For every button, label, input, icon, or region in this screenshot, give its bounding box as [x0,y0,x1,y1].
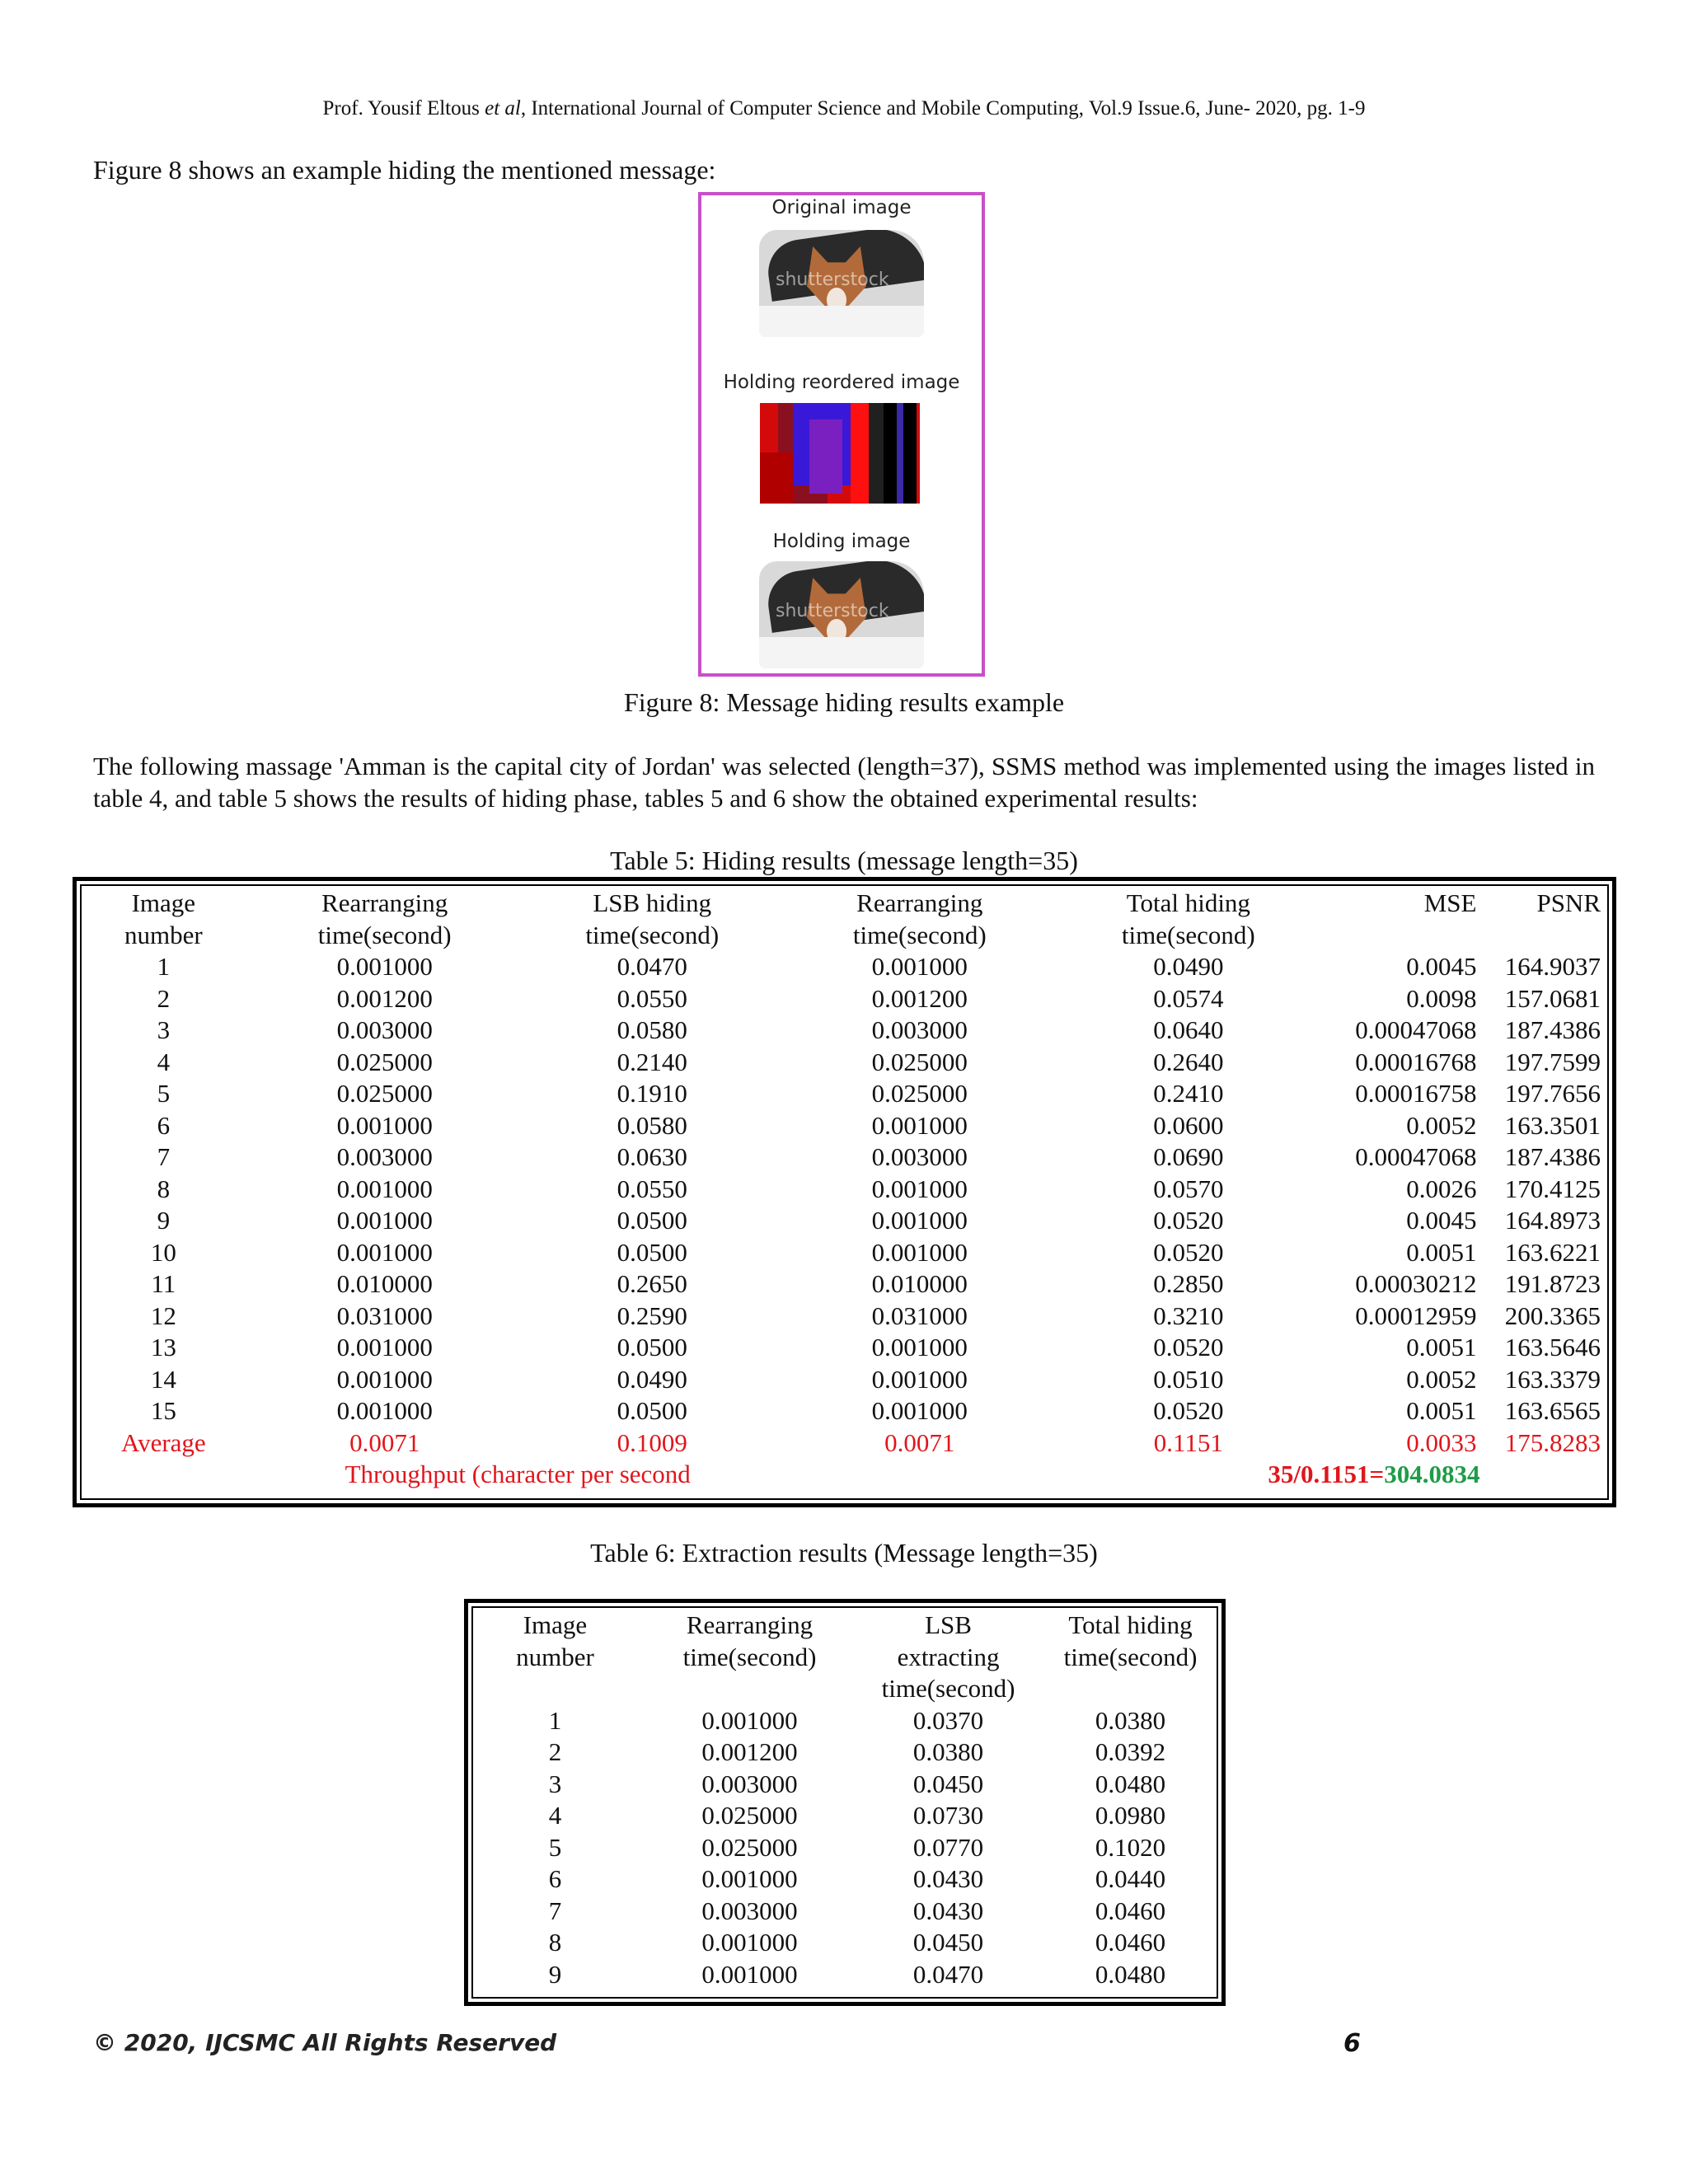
table5-header-cell: LSB hiding [593,888,712,917]
table5-average-row [77,1427,1612,1460]
table6-header-cell: LSB [925,1610,972,1639]
table5-cell: 0.0045 [1406,1206,1477,1235]
table5-cell: 0.0600 [1153,1110,1224,1140]
table6-cell: 6 [548,1864,562,1893]
table6-cell: 9 [548,1959,562,1989]
table-row [77,1205,1612,1237]
table6-cell: 0.003000 [701,1769,798,1798]
table6-cell: 0.0480 [1095,1959,1166,1989]
table6-caption: Table 6: Extraction results (Message length=35) [590,1538,1098,1568]
table5-header-cell: number [124,920,203,949]
table5-cell: 0.001000 [336,1333,433,1361]
table5-header-cell: Rearranging [321,888,448,917]
table5-cell: 13 [150,1333,176,1361]
table6-cell: 3 [548,1769,562,1798]
label-original-image: Original image [771,197,912,218]
table5-cell: 0.0490 [1153,952,1224,981]
throughput-expression: 35/0.1151= [1268,1460,1385,1488]
table5-cell: 0.0098 [1406,983,1477,1013]
table5-header-cell: time(second) [852,920,987,949]
table5-cell: 0.001000 [336,1174,433,1203]
table5-cell: 4 [157,1047,171,1076]
table-row [77,1301,1612,1333]
table5-cell: 163.6221 [1504,1237,1601,1267]
table5-cell: 0.001000 [336,1206,433,1235]
table6-cell: 0.0430 [912,1896,984,1925]
table5-cell: 0.001200 [336,983,433,1013]
table5-cell: 0.025000 [336,1079,433,1108]
table-row [468,1832,1221,1864]
table6-cell: 0.0470 [912,1959,984,1989]
table6-cell: 0.0480 [1095,1769,1166,1798]
table5-cell: 0.003000 [336,1142,433,1171]
table5-cell: 0.001000 [871,1364,968,1394]
table6-cell: 0.003000 [701,1896,798,1925]
original-image [759,230,924,337]
table5-average-cell: 0.0071 [349,1427,420,1457]
table6-header-cell: time(second) [1063,1642,1198,1671]
watermark-text: shutterstock [776,269,889,290]
header-journal: , International Journal of Computer Science and Mobile Computing, Vol.9 Issue.6, June- 2020, pg. 1-9 [520,97,1366,120]
table6-cell: 8 [548,1928,562,1957]
table6-header-cell: Image [523,1610,588,1639]
table5-cell: 0.0690 [1153,1142,1224,1171]
table5-header-cell [1323,920,1489,952]
table5-cell: 0.0520 [1153,1333,1224,1361]
table5-cell: 0.0574 [1153,983,1224,1013]
table5-cell: 0.001000 [871,952,968,981]
table6-cell: 0.1020 [1095,1832,1166,1862]
table5-average-cell: 0.1151 [1153,1427,1223,1457]
table-row [468,1863,1221,1896]
table5-cell: 8 [157,1174,171,1203]
table6-cell: 0.0460 [1095,1896,1166,1925]
table6-header-cell: Rearranging [686,1610,814,1639]
table5-grid [77,888,1612,1491]
table5-cell: 6 [157,1110,171,1140]
watermark-text: shutterstock [776,601,889,621]
table-row [77,1174,1612,1206]
header-etal: et al [485,97,521,120]
table-row [468,1896,1221,1928]
table5-cell: 157.0681 [1504,983,1601,1013]
table5-cell: 0.001000 [336,952,433,981]
table5-average-cell: Average [120,1427,206,1457]
table5-cell: 187.4386 [1504,1142,1601,1171]
table6-header-cell: Total hiding [1068,1610,1193,1639]
table6-cell: 0.0392 [1095,1737,1166,1766]
table5-cell: 0.001000 [871,1110,968,1140]
table5-cell: 2 [157,983,171,1013]
table5-cell: 15 [150,1396,176,1425]
table5-cell: 7 [157,1142,171,1171]
table-5 [73,877,1616,1507]
table-row [77,951,1612,983]
throughput-value-cell [1054,1459,1489,1491]
table5-cell: 0.0500 [617,1206,687,1235]
table5-cell: 0.0580 [617,1015,687,1044]
table6-cell: 0.0440 [1095,1864,1166,1893]
table6-header-row [468,1610,1221,1642]
table5-cell: 0.00047068 [1355,1142,1477,1171]
table5-header-cell: time(second) [585,920,720,949]
table6-header-cell [642,1673,857,1705]
table5-cell: 0.00047068 [1355,1015,1477,1044]
table6-cell: 0.001000 [701,1959,798,1989]
table5-throughput-spacer [785,1459,1054,1491]
table5-caption: Table 5: Hiding results (message length=35) [610,846,1078,875]
table-row [77,1141,1612,1174]
table5-cell: 0.0570 [1153,1174,1224,1203]
table6-cell: 1 [548,1705,562,1735]
table5-throughput-spacer [77,1459,251,1491]
table5-cell: 0.0640 [1153,1015,1224,1044]
table5-cell: 0.0045 [1406,952,1477,981]
table6-cell: 0.001000 [701,1864,798,1893]
table5-cell: 9 [157,1206,171,1235]
table6-cell: 0.0450 [912,1928,984,1957]
table5-cell: 0.0051 [1406,1396,1477,1425]
table5-throughput-row [77,1459,1612,1491]
table5-cell: 164.8973 [1504,1206,1601,1235]
table5-cell: 0.0500 [617,1396,687,1425]
table5-cell: 0.0520 [1153,1396,1224,1425]
table5-average-cell: 175.8283 [1504,1427,1601,1457]
table5-cell: 0.0520 [1153,1206,1224,1235]
table5-cell: 0.0052 [1406,1110,1477,1140]
table5-cell: 0.0520 [1153,1237,1224,1267]
table5-cell: 0.001000 [336,1237,433,1267]
body-paragraph: The following massage 'Amman is the capital city of Jordan' was selected (length=37), SSMS method was implemented using the images listed in table 4, and table 5 shows the results of hiding phase, tables 5 and 6 show the obtained experimental results: [93,752,1595,813]
table5-header-cell: PSNR [1536,888,1601,917]
table6-cell: 0.001200 [701,1737,798,1766]
table5-cell: 0.001000 [871,1396,968,1425]
table5-cell: 0.0500 [617,1237,687,1267]
table5-cell: 0.025000 [336,1047,433,1076]
table6-cell: 0.0770 [912,1832,984,1862]
table6-header-cell: number [516,1642,594,1671]
table5-cell: 0.0490 [617,1364,687,1394]
table-6 [464,1599,1226,2006]
table5-cell: 0.2640 [1153,1047,1224,1076]
table5-cell: 0.00016758 [1355,1079,1477,1108]
table5-cell: 0.0500 [617,1333,687,1361]
table-row [77,1078,1612,1110]
table5-cell: 0.025000 [871,1047,968,1076]
table5-cell: 10 [150,1237,176,1267]
table5-cell: 163.6565 [1504,1396,1601,1425]
table5-average-cell: 0.0033 [1406,1427,1477,1457]
table5-cell: 0.3210 [1153,1301,1224,1330]
throughput-label: Throughput (character per second [345,1460,691,1488]
table5-cell: 3 [157,1015,171,1044]
table-row [77,1332,1612,1364]
table5-cell: 163.5646 [1504,1333,1601,1361]
table5-cell: 11 [151,1269,176,1298]
table6-cell: 0.025000 [701,1832,798,1862]
table-row [468,1736,1221,1769]
table5-cell: 0.001000 [336,1110,433,1140]
table5-cell: 197.7599 [1504,1047,1601,1076]
table6-cell: 0.001000 [701,1928,798,1957]
table6-cell: 4 [548,1801,562,1830]
table-row [77,1395,1612,1427]
table5-cell: 1 [157,952,171,981]
table6-cell: 0.0980 [1095,1801,1166,1830]
table5-cell: 191.8723 [1504,1269,1601,1298]
table5-header-cell: Rearranging [856,888,983,917]
table6-header-row [468,1673,1221,1705]
table5-header-row [77,888,1612,920]
table5-header-cell [1488,920,1612,952]
holding-image [759,561,924,668]
label-holding-image: Holding image [772,531,911,552]
table6-cell: 0.0460 [1095,1928,1166,1957]
table5-cell: 0.0630 [617,1142,687,1171]
table-row [468,1800,1221,1832]
table6-cell: 0.0380 [912,1737,984,1766]
table-row [468,1959,1221,1991]
table5-cell: 0.2410 [1153,1079,1224,1108]
table5-cell: 0.0052 [1406,1364,1477,1394]
table5-cell: 163.3379 [1504,1364,1601,1394]
table-row [77,1047,1612,1079]
table6-cell: 5 [548,1832,562,1862]
reordered-image [760,403,920,504]
copyright-footer: © 2020, IJCSMC All Rights Reserved [93,2029,557,2056]
table5-average-cell: 0.1009 [617,1427,687,1457]
running-header [0,97,1688,120]
table6-cell: 0.0380 [1095,1705,1166,1735]
label-reordered-image: Holding reordered image [723,372,960,393]
table6-cell: 0.0450 [912,1769,984,1798]
table5-cell: 0.003000 [871,1015,968,1044]
figure-caption: Figure 8: Message hiding results example [623,687,1065,717]
table5-header-row [77,920,1612,952]
table-row [77,1364,1612,1396]
table5-cell: 0.031000 [871,1301,968,1330]
table-row [77,983,1612,1015]
table5-cell: 0.2590 [617,1301,687,1330]
table6-header-row [468,1642,1221,1674]
page-number: 6 [1343,2029,1361,2058]
table-row [468,1705,1221,1737]
table5-cell: 0.0550 [617,1174,687,1203]
table5-cell: 0.0510 [1153,1364,1224,1394]
table6-header-cell: extracting [897,1642,1000,1671]
table6-header-cell [468,1673,642,1705]
table6-cell: 2 [548,1737,562,1766]
table-row [77,1015,1612,1047]
table5-cell: 12 [150,1301,176,1330]
table5-cell: 0.00030212 [1355,1269,1477,1298]
table6-header-cell [1039,1673,1221,1705]
table5-cell: 0.025000 [871,1079,968,1108]
intro-text: Figure 8 shows an example hiding the mentioned message: [93,155,716,185]
table5-cell: 200.3365 [1504,1301,1601,1330]
table5-cell: 0.001200 [871,983,968,1013]
header-author: Prof. Yousif Eltous [322,97,485,120]
table5-average-cell: 0.0071 [884,1427,955,1457]
table6-cell: 0.001000 [701,1705,798,1735]
table-row [468,1927,1221,1959]
table5-cell: 0.031000 [336,1301,433,1330]
table5-cell: 5 [157,1079,171,1108]
table-row [77,1110,1612,1142]
table5-cell: 0.001000 [871,1174,968,1203]
table5-cell: 187.4386 [1504,1015,1601,1044]
table6-cell: 0.0730 [912,1801,984,1830]
table5-header-cell: MSE [1423,888,1477,917]
table5-cell: 0.010000 [871,1269,968,1298]
table-row [77,1237,1612,1269]
table5-cell: 163.3501 [1504,1110,1601,1140]
table5-cell: 164.9037 [1504,952,1601,981]
figure-8 [698,192,985,677]
table6-cell: 0.0430 [912,1864,984,1893]
table5-cell: 0.001000 [871,1333,968,1361]
table5-cell: 0.003000 [871,1142,968,1171]
table5-cell: 14 [150,1364,176,1394]
table5-cell: 0.0470 [617,952,687,981]
table6-header-cell: time(second) [881,1674,1015,1703]
throughput-value: 304.0834 [1384,1460,1480,1488]
table5-cell: 0.00012959 [1355,1301,1477,1330]
table5-cell: 0.00016768 [1355,1047,1477,1076]
table5-cell: 0.001000 [336,1364,433,1394]
table5-header-cell: time(second) [1121,920,1255,949]
table5-cell: 0.0026 [1406,1174,1477,1203]
table5-cell: 0.010000 [336,1269,433,1298]
table6-header-cell: time(second) [682,1642,817,1671]
table6-cell: 0.0370 [912,1705,984,1735]
table5-cell: 0.0051 [1406,1333,1477,1361]
table6-cell: 0.025000 [701,1801,798,1830]
table5-cell: 0.001000 [336,1396,433,1425]
table5-header-cell: time(second) [317,920,452,949]
table-row [468,1769,1221,1801]
table5-cell: 170.4125 [1504,1174,1601,1203]
table5-cell: 0.003000 [336,1015,433,1044]
table5-throughput-spacer [1488,1459,1612,1491]
table-row [77,1268,1612,1301]
table5-header-cell: Image [131,888,196,917]
table5-header-cell: Total hiding [1126,888,1250,917]
table5-cell: 0.1910 [617,1079,687,1108]
table5-cell: 197.7656 [1504,1079,1601,1108]
table5-cell: 0.2650 [617,1269,687,1298]
table5-cell: 0.001000 [871,1237,968,1267]
table5-cell: 0.001000 [871,1206,968,1235]
table5-cell: 0.0580 [617,1110,687,1140]
table5-cell: 0.0550 [617,983,687,1013]
table5-cell: 0.2140 [617,1047,687,1076]
table5-cell: 0.0051 [1406,1237,1477,1267]
table6-cell: 7 [548,1896,562,1925]
table6-grid [468,1610,1221,1990]
table5-cell: 0.2850 [1153,1269,1224,1298]
